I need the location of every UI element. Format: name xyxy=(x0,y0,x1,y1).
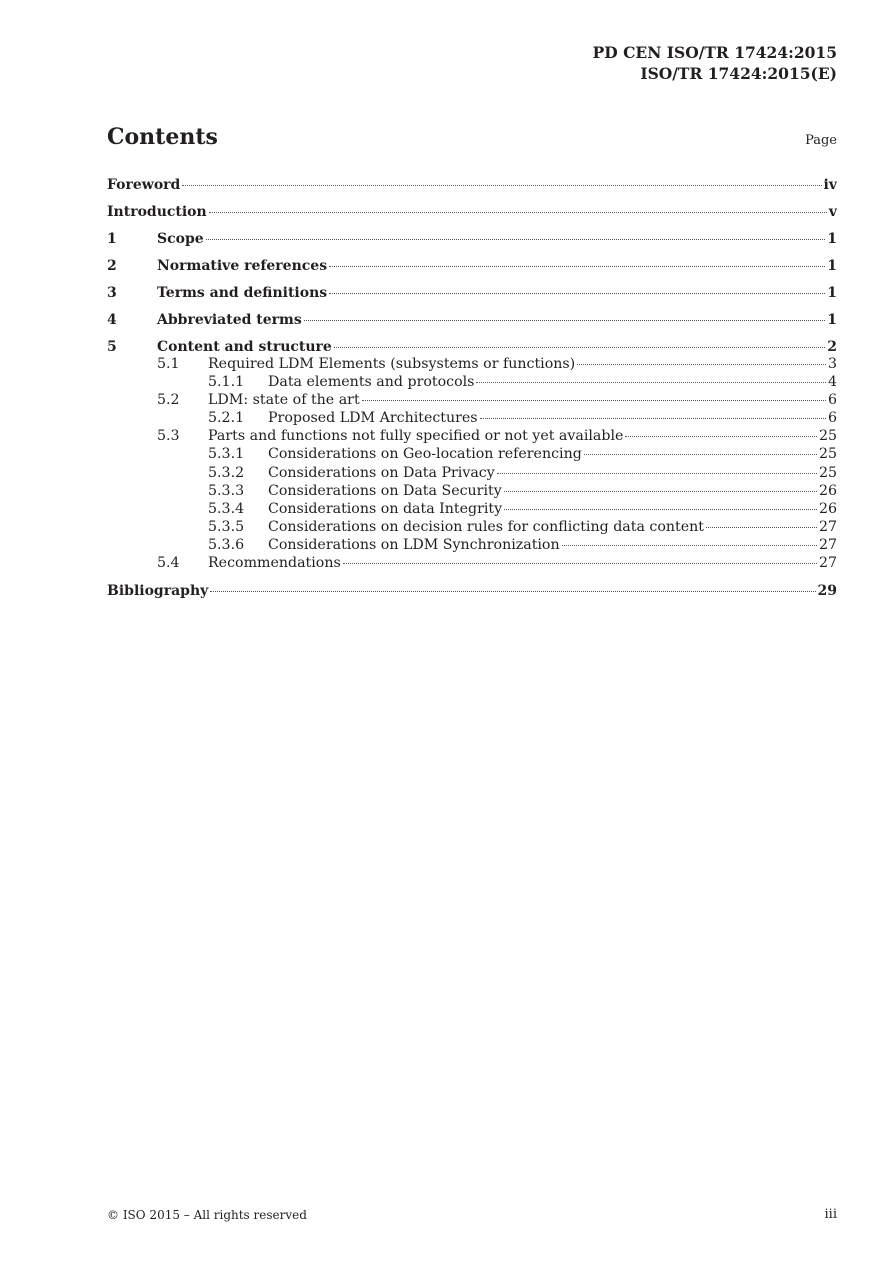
toc-entry-page: 25 xyxy=(818,446,837,463)
dot-leader xyxy=(362,400,826,401)
dot-leader xyxy=(480,418,826,419)
toc-entry-page: 6 xyxy=(827,410,837,427)
dot-leader xyxy=(584,454,817,455)
toc-subentry[interactable] xyxy=(107,554,837,581)
dot-leader xyxy=(562,545,817,546)
dot-leader xyxy=(329,266,825,267)
dot-leader xyxy=(209,212,827,213)
toc-entry-title: Considerations on Geo-location referencing xyxy=(268,446,582,463)
toc-entry-number: 5.1.1 xyxy=(208,374,245,391)
toc-entry-page: 26 xyxy=(818,482,837,499)
toc-entry-title: Considerations on data Integrity xyxy=(268,500,503,517)
toc-entry-number: 5.3.4 xyxy=(208,500,245,517)
toc-entry[interactable] xyxy=(107,310,837,337)
toc-entry-number: 5.3.5 xyxy=(208,518,245,535)
toc-entry-number: 5.4 xyxy=(157,555,180,572)
toc-entry-page: 2 xyxy=(827,339,837,355)
toc-entry-title: Normative references xyxy=(157,258,328,274)
footer-copyright: © ISO 2015 – All rights reserved xyxy=(107,1208,307,1222)
toc-entry-title: Scope xyxy=(157,231,204,247)
toc-entry[interactable] xyxy=(107,283,837,310)
toc-subentry[interactable] xyxy=(107,518,837,536)
toc-entry-number: 5.1 xyxy=(157,356,180,372)
dot-leader xyxy=(706,527,817,528)
toc-entry-page: 26 xyxy=(818,500,837,517)
toc-entry-page: 25 xyxy=(818,464,837,481)
toc-entry-number: 5.2.1 xyxy=(208,410,245,427)
toc-subentry[interactable] xyxy=(107,482,837,500)
dot-leader xyxy=(210,591,815,592)
toc-entry[interactable] xyxy=(107,256,837,283)
dot-leader xyxy=(504,509,817,510)
toc-subentry[interactable] xyxy=(107,373,837,391)
toc-subentry[interactable] xyxy=(107,500,837,518)
dot-leader xyxy=(329,293,825,294)
page-title: Contents xyxy=(107,124,218,150)
toc-entry-title: Considerations on decision rules for conflicting data content xyxy=(268,518,704,535)
toc-entry-number: 5.3.3 xyxy=(208,482,245,499)
toc-entry-page: v xyxy=(828,204,837,220)
toc-entry-number: 5.3.6 xyxy=(208,536,245,553)
toc-entry-number: 5.3.1 xyxy=(208,446,245,463)
toc-entry-title: Content and structure xyxy=(157,339,332,355)
footer-page-number: iii xyxy=(824,1207,837,1222)
toc-subentry[interactable] xyxy=(107,355,837,373)
toc-entry-title: Bibliography xyxy=(107,583,209,600)
toc-entry-title: Considerations on LDM Synchronization xyxy=(268,536,560,553)
toc-entry-number: 2 xyxy=(107,258,117,274)
toc-entry-title: Proposed LDM Architectures xyxy=(268,410,478,427)
toc-entry[interactable] xyxy=(107,202,837,229)
toc-entry[interactable] xyxy=(107,175,837,202)
toc-entry-page: 27 xyxy=(818,536,837,553)
toc-entry-number: 1 xyxy=(107,231,117,247)
toc-entry-title: Considerations on Data Privacy xyxy=(268,464,495,481)
dot-leader xyxy=(625,436,817,437)
header-standard-pd-cen: PD CEN ISO/TR 17424:2015 xyxy=(592,43,837,62)
toc-entry-page: 1 xyxy=(827,285,837,301)
toc-entry-page: 1 xyxy=(827,258,837,274)
toc-entry-page: 6 xyxy=(827,392,837,409)
toc-entry[interactable] xyxy=(107,581,837,608)
toc-entry-number: 3 xyxy=(107,285,117,301)
toc-entry[interactable] xyxy=(107,229,837,256)
toc-entry-title: Terms and definitions xyxy=(157,285,328,301)
dot-leader xyxy=(206,239,826,240)
toc-subentry[interactable] xyxy=(107,445,837,463)
toc-entry-page: iv xyxy=(823,177,837,193)
toc-entry-page: 29 xyxy=(817,583,837,600)
toc-entry-page: 4 xyxy=(827,374,837,391)
dot-leader xyxy=(182,185,821,186)
dot-leader xyxy=(334,347,825,348)
toc-entry-page: 27 xyxy=(818,518,837,535)
toc-entry-title: Recommendations xyxy=(208,555,341,572)
dot-leader xyxy=(476,382,826,383)
toc-entry-number: 5 xyxy=(107,339,117,355)
toc-entry-page: 1 xyxy=(827,231,837,247)
document-header xyxy=(593,42,837,84)
toc-entry-page: 3 xyxy=(827,356,837,372)
toc-entry-title: Parts and functions not fully specified or not yet available xyxy=(208,428,624,445)
toc-entry-page: 27 xyxy=(818,555,837,572)
dot-leader xyxy=(504,491,817,492)
toc-entry-page: 1 xyxy=(827,312,837,328)
toc-subentry[interactable] xyxy=(107,464,837,482)
table-of-contents xyxy=(107,175,837,608)
toc-entry-number: 5.2 xyxy=(157,392,180,409)
dot-leader xyxy=(304,320,826,321)
toc-subentry[interactable] xyxy=(107,409,837,427)
toc-entry-number: 5.3.2 xyxy=(208,464,245,481)
dot-leader xyxy=(343,563,817,564)
toc-entry-number: 4 xyxy=(107,312,117,328)
toc-subentry[interactable] xyxy=(107,391,837,409)
toc-entry-number: 5.3 xyxy=(157,428,180,445)
header-standard-iso: ISO/TR 17424:2015(E) xyxy=(640,64,837,83)
toc-entry-title: Introduction xyxy=(107,204,207,220)
dot-leader xyxy=(497,473,817,474)
toc-entry-title: Abbreviated terms xyxy=(157,312,302,328)
toc-entry-title: Data elements and protocols xyxy=(268,374,475,391)
toc-entry-page: 25 xyxy=(818,428,837,445)
toc-entry-title: Considerations on Data Security xyxy=(268,482,502,499)
toc-subentry[interactable] xyxy=(107,536,837,554)
toc-entry[interactable] xyxy=(107,337,837,355)
dot-leader xyxy=(577,364,826,365)
toc-entry-title: Required LDM Elements (subsystems or functions) xyxy=(208,356,576,372)
toc-subentry[interactable] xyxy=(107,427,837,445)
page-column-label: Page xyxy=(805,133,837,148)
toc-entry-title: Foreword xyxy=(107,177,181,193)
toc-entry-title: LDM: state of the art xyxy=(208,392,360,409)
